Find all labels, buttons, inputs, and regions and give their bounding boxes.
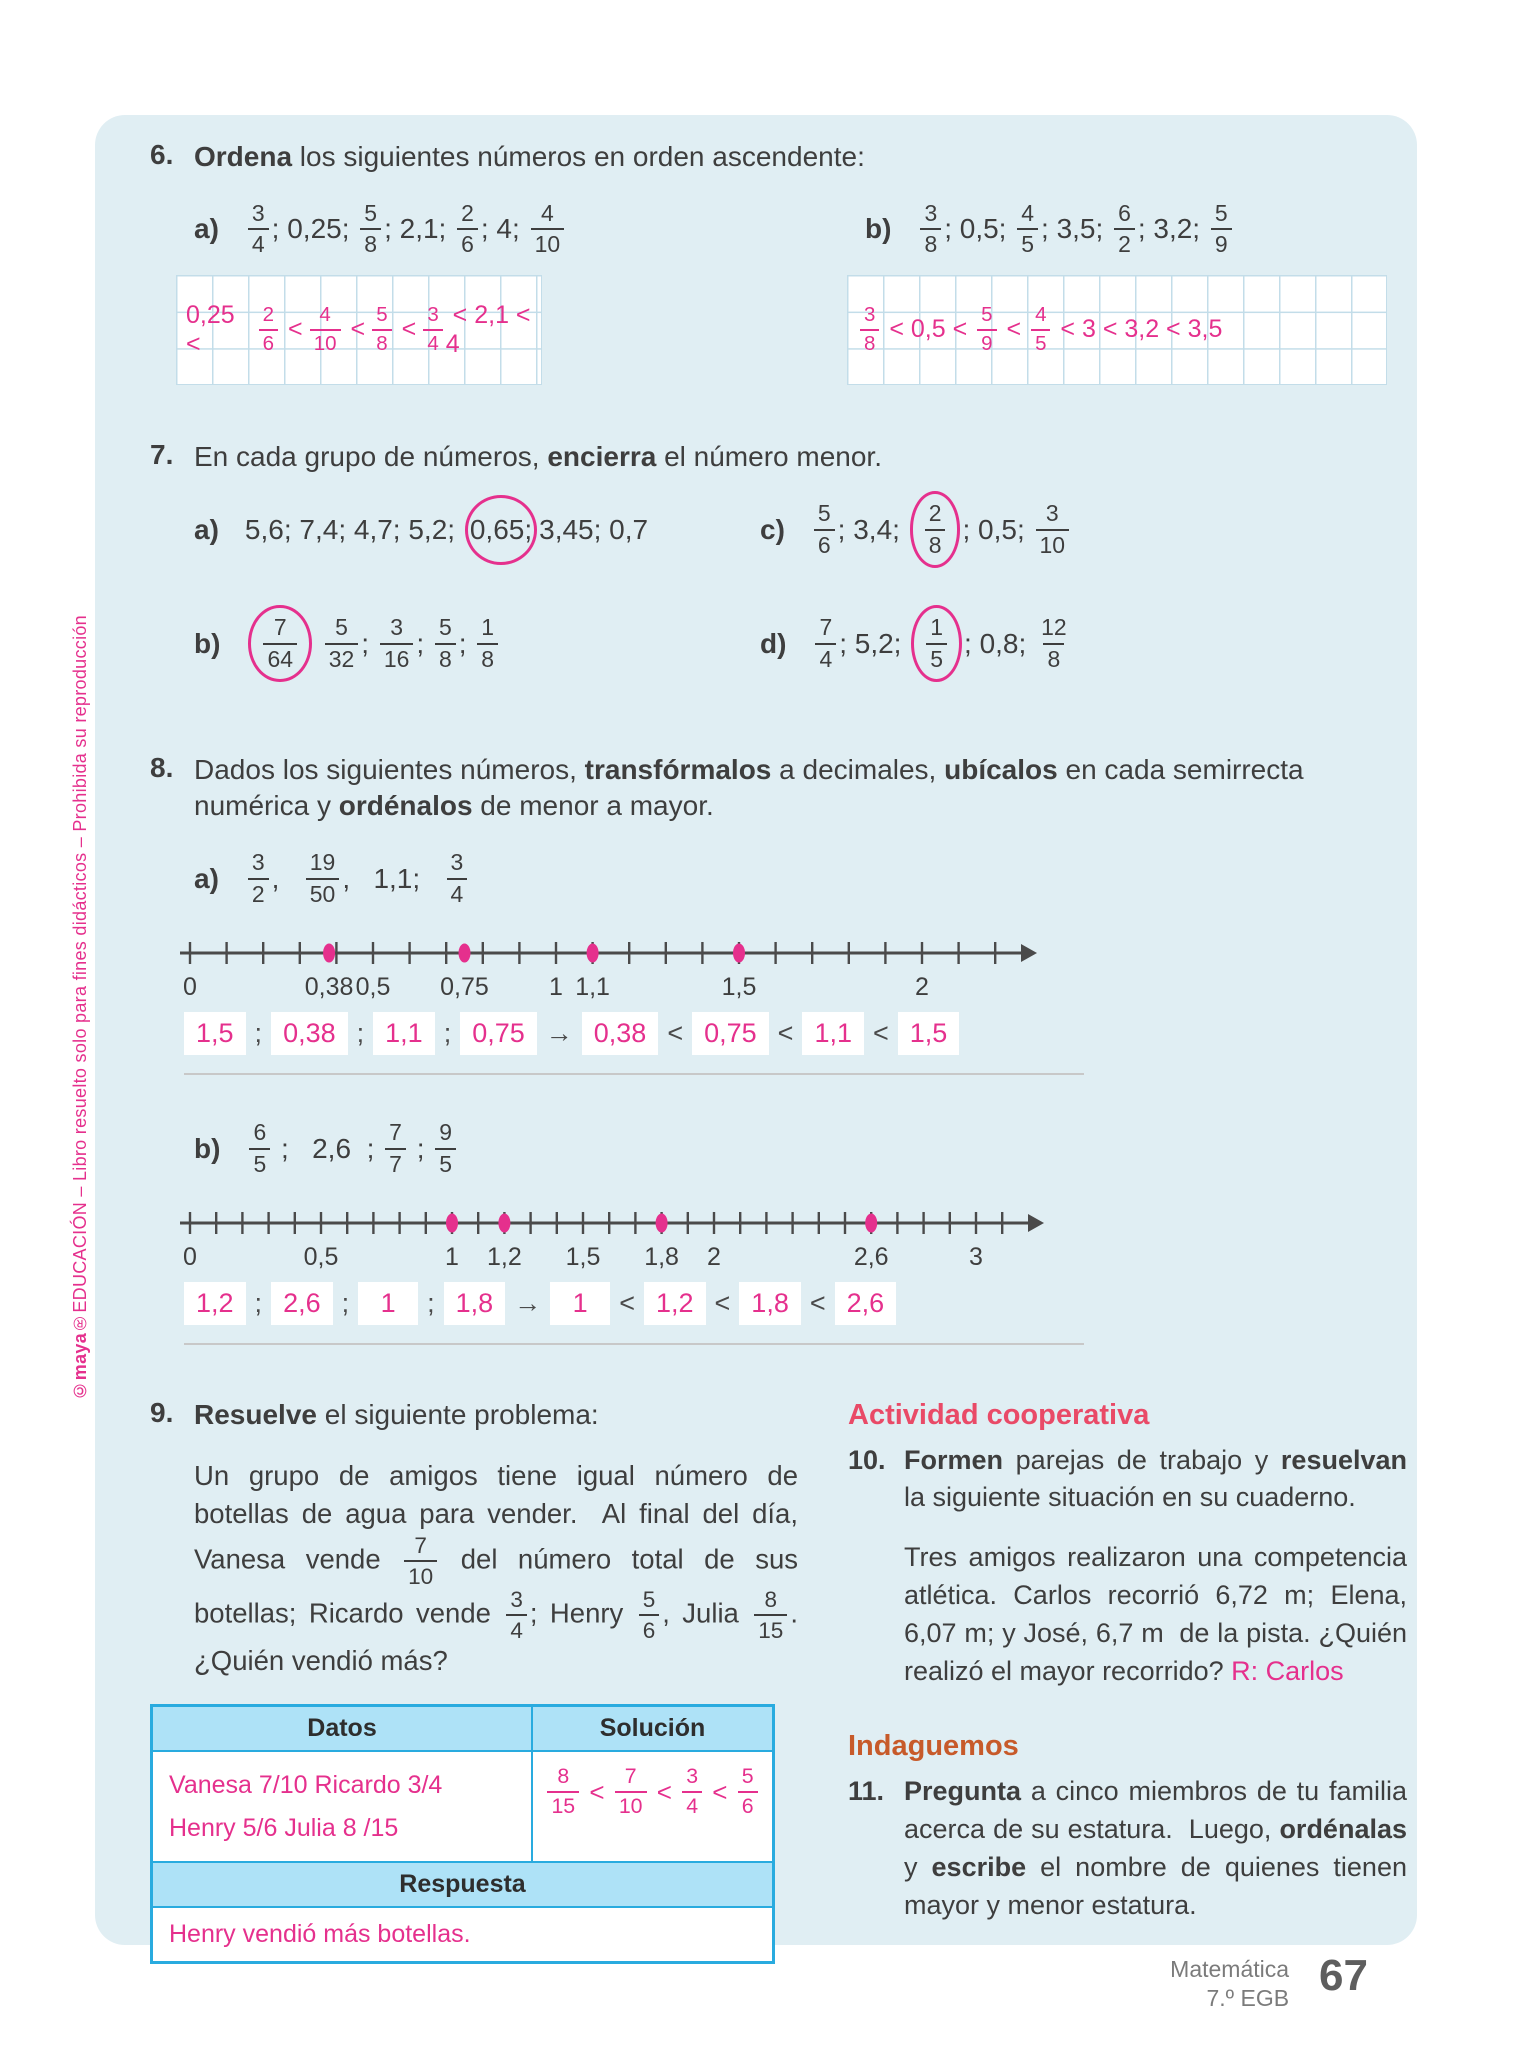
text-run: encierra [547, 441, 657, 473]
svg-text:0,5: 0,5 [303, 1242, 339, 1271]
table-header-datos: Datos [153, 1707, 533, 1750]
answer-box: 0,38 [271, 1012, 348, 1055]
part-a-label: a) [194, 513, 219, 545]
exercise-9-title [194, 1397, 798, 1433]
text-run: del número total de sus botellas; Ricardo vende [194, 1543, 806, 1629]
footer-subject: Matemática [1170, 1956, 1290, 1982]
text-run: resuelvan [1280, 1444, 1407, 1475]
text-run: < [873, 1017, 889, 1048]
answer-box: 0,75 [692, 1012, 769, 1055]
text-run: de menor a mayor. [472, 790, 714, 822]
text-run: < [667, 1017, 684, 1048]
answer-box: 1,2 [644, 1282, 706, 1325]
text-run: ; [254, 1017, 263, 1048]
answer-box: 1 [550, 1282, 610, 1325]
exercise-7a-numbers [245, 495, 648, 565]
text-run: los siguientes números en orden ascendente: [292, 141, 865, 172]
text-run: 3,45; 0,7 [539, 513, 649, 545]
text-run: , Julia [662, 1597, 752, 1629]
fraction: $\frac{19}{50}$ [306, 851, 340, 906]
fraction: $\frac{1}{5}$ [926, 616, 947, 671]
exercise-10-problem [904, 1539, 1415, 1690]
svg-text:1,8: 1,8 [644, 1242, 679, 1271]
part-b-label: b) [194, 627, 221, 659]
right-column [798, 1397, 1415, 1965]
copyright-notice: ®EDUCACIÓN – Libro resuelto solo para fines didácticos – Prohibida su reproducción [69, 615, 90, 1334]
fraction: $\frac{3}{16}$ [380, 616, 414, 671]
text-run: ; [427, 1287, 435, 1318]
text-run: , 1,1; [342, 862, 444, 894]
exercise-6b-numbers [917, 199, 1234, 258]
text-run: ; 4; [480, 213, 528, 245]
fraction: $\frac{8}{15}$ [547, 1766, 579, 1817]
text-run: < 3 < 3,2 < 3,5 [1053, 315, 1223, 344]
answer-box: 0,75 [460, 1012, 537, 1055]
fraction: $\frac{3}{4}$ [423, 305, 442, 355]
svg-text:1: 1 [445, 1242, 459, 1271]
text-run: ; 0,25; [271, 213, 358, 245]
text-run: < [582, 1776, 612, 1807]
exercise-8-title [194, 752, 1384, 825]
svg-text:1,5: 1,5 [565, 1242, 601, 1271]
text-run: a cinco miembros de tu familia acerca de su estatura. Luego, [904, 1776, 1415, 1845]
datos-line-2: Henry 5/6 Julia 8 /15 [169, 1813, 399, 1842]
text-run: escribe [931, 1851, 1027, 1882]
fraction: $\frac{5}{9}$ [977, 305, 996, 355]
text-run: ; [356, 1017, 365, 1048]
exercise-8 [150, 752, 1407, 1375]
text-run: ; 0,8; [964, 627, 1035, 659]
text-run: ; [408, 1132, 433, 1164]
text-run: < [649, 1776, 680, 1807]
exercise-7a [194, 486, 714, 574]
answer-box: 1,8 [739, 1282, 801, 1325]
exercise-7c [760, 486, 1407, 574]
text-run: ; [458, 627, 475, 659]
exercise-8b-numbers [246, 1121, 459, 1176]
text-run: ; 2,1; [384, 213, 455, 245]
answer-box: 2,6 [271, 1282, 333, 1325]
exercise-8a [194, 835, 1407, 923]
text-run: . ¿Quién vendió más? [194, 1597, 806, 1676]
svg-text:0,75: 0,75 [440, 972, 489, 1001]
text-run: < [619, 1287, 635, 1318]
fraction: $\frac{9}{5}$ [435, 1121, 456, 1176]
text-run: < [343, 315, 373, 344]
text-run: el siguiente problema: [316, 1398, 599, 1430]
text-run: la siguiente situación en su cuaderno. [904, 1444, 1415, 1513]
text-run: ; [341, 1287, 350, 1318]
exercise-9-problem [194, 1457, 806, 1680]
fraction: $\frac{4}{10}$ [310, 305, 341, 355]
exercise-11-number: 11. [848, 1776, 885, 1807]
fraction: $\frac{6}{5}$ [249, 1121, 270, 1176]
fraction: $\frac{5}{8}$ [435, 616, 456, 671]
fraction: $\frac{5}{8}$ [372, 305, 391, 355]
answer-box: 0,38 [582, 1012, 659, 1055]
text-run: En cada grupo de números, [194, 441, 548, 473]
answer-grid-6b [847, 275, 1387, 385]
solucion-inequality [533, 1752, 772, 1831]
answer-6b [857, 302, 1223, 355]
svg-text:0,5: 0,5 [355, 972, 391, 1001]
exercise-9-number: 9. [150, 1396, 174, 1428]
exercise-6a [186, 185, 734, 385]
fraction: $\frac{3}{8}$ [920, 202, 941, 257]
fraction: $\frac{3}{10}$ [1036, 502, 1070, 557]
answer-box: 1,8 [444, 1282, 506, 1325]
fraction: $\frac{1}{8}$ [477, 616, 498, 671]
text-run: ubícalos [944, 753, 1058, 785]
text-run: ordénalos [338, 790, 473, 822]
text-run [314, 628, 322, 660]
fraction: $\frac{3}{4}$ [506, 1588, 527, 1642]
datos-line-1: Vanesa 7/10 Ricardo 3/4 [169, 1771, 443, 1800]
exercise-7b-numbers [246, 605, 501, 682]
fraction: $\frac{3}{4}$ [248, 202, 269, 257]
svg-text:2: 2 [707, 1242, 721, 1271]
number-line-8b [174, 1193, 1407, 1278]
answer-grid-6a [176, 275, 542, 385]
answer-box: 1,5 [898, 1012, 960, 1055]
copyright-text [70, 615, 91, 1401]
fraction: $\frac{5}{32}$ [325, 616, 359, 671]
answer-box: 1,1 [802, 1012, 864, 1055]
fraction: $\frac{7}{10}$ [615, 1766, 647, 1817]
fraction: $\frac{7}{7}$ [385, 1121, 406, 1176]
text-run: ; [416, 627, 432, 659]
exercise-6 [150, 139, 1407, 385]
fraction: $\frac{4}{10}$ [531, 202, 565, 257]
publisher-brand: ©maya [69, 1333, 90, 1401]
text-run: ; 3,2; [1137, 213, 1208, 245]
exercise-8-number: 8. [150, 751, 174, 783]
fraction: $\frac{7}{10}$ [404, 1534, 437, 1588]
text-run: < 2,1 < 4 [445, 300, 538, 358]
text-run: < [280, 315, 310, 344]
number-line-8a [174, 923, 1407, 1008]
table-cell-solucion [533, 1752, 772, 1861]
exercise-7b [194, 574, 714, 714]
solution-table [150, 1704, 775, 1964]
text-run: → [545, 1017, 573, 1048]
text-run: el número menor. [656, 441, 882, 473]
exercise-11-title [904, 1773, 1415, 1924]
exercise-6a-numbers [245, 199, 567, 258]
answer-box: 1,5 [184, 1012, 246, 1055]
text-run: 5,6; 7,4; 4,7; 5,2; [244, 513, 463, 545]
text-run: Un grupo de amigos tiene igual número de botellas de agua para vender. Al final del día, Vanesa vende [194, 1459, 806, 1575]
text-run: ; 3,4; [837, 513, 908, 545]
svg-text:3: 3 [969, 1242, 983, 1271]
text-run: ordénalas [1279, 1814, 1407, 1845]
exercise-6b [734, 185, 1387, 385]
section-heading-indaguemos: Indaguemos [848, 1730, 1019, 1763]
answer-circle [911, 605, 962, 682]
answer-box: 1 [358, 1282, 418, 1325]
exercise-7c-numbers [811, 491, 1072, 568]
svg-text:2,6: 2,6 [853, 1242, 889, 1271]
answer-circle [910, 491, 961, 568]
text-run: ; 3,5; [1041, 213, 1112, 245]
text-run: ; 0,5; [944, 213, 1015, 245]
table-cell-datos [153, 1752, 533, 1861]
fraction: $\frac{8}{15}$ [754, 1588, 787, 1642]
text-run: parejas de trabajo y [1003, 1444, 1281, 1475]
part-b-label: b) [194, 1132, 221, 1164]
svg-text:0,38: 0,38 [304, 972, 354, 1001]
exercise-10-number: 10. [848, 1444, 886, 1475]
fraction: $\frac{5}{9}$ [1211, 202, 1232, 257]
exercise-7d [760, 574, 1407, 714]
answer-6a [186, 301, 541, 359]
text-run: en cada semirrecta numérica y [194, 753, 1312, 822]
fraction: $\frac{7}{64}$ [263, 616, 297, 671]
text-run: ; 5,2; [839, 627, 910, 659]
text-run: transfórmalos [584, 753, 772, 785]
page-number: 67 [1319, 1951, 1368, 2000]
text-run: , [271, 862, 303, 894]
fraction: $\frac{3}{2}$ [248, 851, 269, 906]
fraction: $\frac{3}{8}$ [860, 305, 879, 355]
text-run: < [394, 315, 424, 344]
fraction: $\frac{5}{6}$ [814, 502, 835, 557]
part-a-label: a) [194, 862, 219, 894]
text-run: ; 2,6 ; [273, 1132, 383, 1164]
text-run: < [809, 1287, 826, 1318]
answer-row-8a [184, 1012, 1084, 1055]
text-run: el nombre de quienes tienen mayor y menor estatura. [904, 1851, 1415, 1920]
svg-text:1,1: 1,1 [575, 972, 610, 1001]
fraction: $\frac{5}{8}$ [360, 202, 381, 257]
fraction: $\frac{5}{6}$ [738, 1766, 758, 1817]
exercise-6-number: 6. [150, 139, 174, 170]
text-run: Ordena [194, 141, 293, 172]
fraction: $\frac{2}{6}$ [259, 305, 278, 355]
exercise-7-number: 7. [150, 439, 174, 471]
fraction: $\frac{12}{8}$ [1041, 614, 1067, 672]
answer-line-8b [184, 1282, 1084, 1345]
text-run: Resuelve [194, 1398, 317, 1430]
exercise-10 [848, 1442, 1415, 1518]
answer-box: 1,1 [373, 1012, 435, 1055]
section-heading-actividad-cooperativa: Actividad cooperativa [848, 1398, 1150, 1431]
text-run: ; [361, 627, 377, 659]
text-run: y [904, 1814, 1415, 1882]
svg-text:0: 0 [183, 1242, 197, 1271]
text-run: ; Henry [529, 1597, 636, 1629]
exercise-7d-numbers [812, 605, 1073, 682]
exercise-8a-numbers [245, 851, 470, 906]
fraction: $\frac{4}{5}$ [1031, 305, 1050, 355]
table-cell-respuesta: Henry vendió más botellas. [169, 1920, 471, 1949]
footer-grade: 7.º EGB [1206, 1984, 1290, 2011]
text-run: ; [254, 1287, 263, 1318]
page-footer [1170, 1951, 1368, 2013]
exercise-9 [150, 1396, 806, 1965]
text-run: R: Carlos [1231, 1655, 1344, 1686]
part-c-label: c) [760, 513, 785, 545]
answer-row-8b [184, 1282, 1084, 1325]
exercises-panel [95, 115, 1417, 1949]
answer-circle [248, 605, 312, 682]
number-line-svg [174, 923, 1039, 1003]
part-d-label: d) [760, 627, 787, 659]
number-line-svg [174, 1193, 1046, 1273]
exercise-7 [150, 439, 1407, 713]
exercise-10-title [904, 1442, 1415, 1518]
exercise-8b [194, 1105, 1407, 1193]
fraction: $\frac{2}{6}$ [457, 202, 478, 257]
text-run: Dados los siguientes números, [194, 753, 585, 785]
text-run: Formen [904, 1444, 1004, 1475]
text-run: → [514, 1287, 542, 1318]
text-run: Tres amigos realizaron una competencia atlética. Carlos recorrió 6,72 m; Elena, 6,07 m; y José, 6,7 m de la pista. ¿Quién realizó el mayor recorrido? [904, 1542, 1415, 1686]
fraction: $\frac{3}{4}$ [447, 851, 468, 906]
text-run: < 0,5 < [882, 315, 975, 344]
text-run: a decimales, [771, 753, 945, 785]
fraction: $\frac{3}{4}$ [682, 1766, 702, 1817]
fraction: $\frac{4}{5}$ [1017, 202, 1038, 257]
fraction: $\frac{7}{4}$ [815, 616, 836, 671]
svg-text:1,2: 1,2 [487, 1242, 522, 1271]
svg-text:2: 2 [915, 972, 929, 1001]
svg-text:0: 0 [183, 972, 197, 1001]
table-header-respuesta: Respuesta [153, 1863, 772, 1906]
answer-line-8a [184, 1012, 1084, 1075]
answer-box: 1,2 [184, 1282, 246, 1325]
text-run: < [714, 1287, 731, 1318]
answer-circle: 0,65; [465, 495, 537, 565]
part-a-label: a) [194, 213, 219, 245]
fraction: $\frac{2}{8}$ [925, 502, 946, 557]
text-run: < [777, 1017, 794, 1048]
exercise-11 [848, 1773, 1415, 1924]
text-run: Pregunta [904, 1776, 1022, 1807]
svg-text:1,5: 1,5 [721, 972, 757, 1001]
table-header-solucion: Solución [533, 1707, 772, 1750]
text-run: < [705, 1776, 735, 1807]
part-b-label: b) [865, 213, 892, 245]
text-run: 0,25 < [186, 300, 242, 358]
text-run: < [999, 315, 1029, 344]
fraction: $\frac{5}{6}$ [639, 1588, 660, 1642]
exercise-6-title [194, 139, 1407, 175]
exercise-7-title [194, 439, 1407, 475]
text-run: ; 0,5; [962, 513, 1033, 545]
svg-text:1: 1 [549, 972, 563, 1001]
text-run: ; [443, 1017, 452, 1048]
answer-box: 2,6 [835, 1282, 897, 1325]
fraction: $\frac{6}{2}$ [1114, 202, 1135, 257]
